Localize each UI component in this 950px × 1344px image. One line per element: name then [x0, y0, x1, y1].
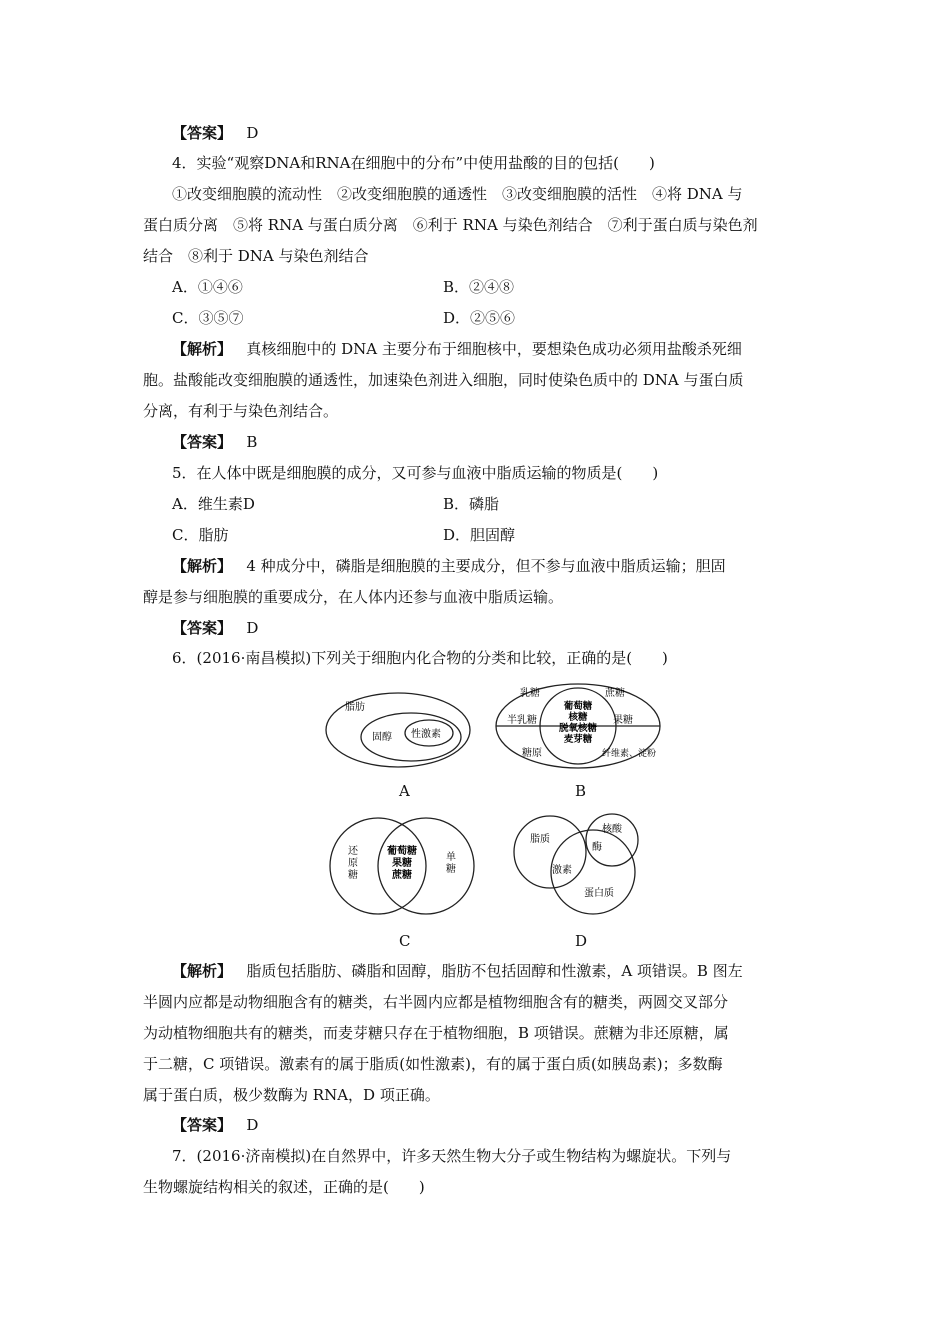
question-4-items-line2: 蛋白质分离 ⑤将 RNA 与蛋白质分离 ⑥利于 RNA 与染色剂结合 ⑦利于蛋白质与染色剂 [143, 216, 758, 234]
label-glycogen: 糖原 [522, 748, 542, 759]
explanation-line: 属于蛋白质，极少数酶为 RNA，D 项正确。 [143, 1086, 440, 1104]
label-lipid: 脂质 [530, 834, 550, 845]
label-maltose: 麦芽糖 [563, 734, 593, 745]
label-glucose: 葡萄糖 [387, 846, 417, 857]
label-sterol: 固醇 [372, 732, 392, 743]
question-4-options-row1 [172, 276, 515, 298]
answer-label: 【答案】 [172, 619, 233, 637]
answer-line [172, 122, 258, 144]
question-4-items-line3: 结合 ⑧利于 DNA 与染色剂结合 [143, 247, 369, 265]
explanation-line: 分离，有利于与染色剂结合。 [143, 402, 339, 420]
question-4-options-row2 [172, 307, 516, 329]
label-sucrose: 蔗糖 [605, 688, 625, 699]
label-nucleic-acid: 核酸 [602, 824, 622, 835]
figure-d-venn [508, 810, 656, 920]
explanation-line [172, 338, 742, 360]
answer-value: D [246, 619, 259, 637]
option-d: D．②⑤⑥ [443, 309, 516, 327]
figure-c-caption: C [399, 932, 411, 950]
explanation-line: 于二糖，C 项错误。激素有的属于脂质(如性激素)，有的属于蛋白质(如胰岛素)；多数酶 [143, 1055, 723, 1073]
figure-d-caption: D [575, 932, 588, 950]
label-fat: 脂肪 [345, 702, 365, 713]
explanation-line: 醇是参与细胞膜的重要成分，在人体内还参与血液中脂质运输。 [143, 588, 564, 606]
explanation-text: 4 种成分中，磷脂是细胞膜的主要成分，但不参与血液中脂质运输；胆固 [246, 557, 726, 575]
option-c: C．脂肪 [172, 526, 229, 544]
answer-line [172, 1114, 258, 1136]
explanation-line [172, 960, 743, 982]
question-4-stem: 4．实验“观察DNA和RNA在细胞中的分布”中使用盐酸的目的包括( ) [172, 154, 655, 172]
question-7-stem-line1: 7．(2016·济南模拟)在自然界中，许多天然生物大分子或生物结构为螺旋状。下列与 [172, 1147, 732, 1165]
label-sucrose: 蔗糖 [392, 870, 412, 881]
answer-label: 【答案】 [172, 1116, 233, 1134]
question-5-options-row2 [172, 524, 516, 546]
answer-value: D [246, 124, 259, 142]
label-ribose: 核糖 [568, 712, 588, 723]
explanation-line [172, 555, 726, 577]
label-galactose: 半乳糖 [507, 715, 537, 726]
label-fructose: 果糖 [392, 858, 412, 869]
explanation-text: 脂质包括脂肪、磷脂和固醇，脂肪不包括固醇和性激素，A 项错误。B 图左 [246, 962, 743, 980]
label-hormone: 激素 [552, 865, 572, 876]
option-a: A．①④⑥ [172, 278, 243, 296]
label-mono-2: 糖 [446, 864, 456, 875]
explanation-line: 胞。盐酸能改变细胞膜的通透性，加速染色剂进入细胞，同时使染色质中的 DNA 与蛋白质 [143, 371, 744, 389]
label-glucose: 葡萄糖 [563, 701, 593, 712]
explanation-label: 【解析】 [172, 962, 233, 980]
question-5-options-row1 [172, 493, 500, 515]
question-5-stem: 5．在人体中既是细胞膜的成分，又可参与血液中脂质运输的物质是( ) [172, 464, 659, 482]
answer-value: D [246, 1116, 259, 1134]
option-a: A．维生素D [172, 495, 255, 513]
label-reducing-3: 糖 [348, 870, 358, 881]
label-lactose: 乳糖 [520, 688, 540, 699]
answer-line [172, 617, 258, 639]
label-enzyme: 酶 [592, 842, 602, 853]
label-deoxyribose: 脱氧核糖 [558, 723, 598, 734]
label-reducing-1: 还 [348, 846, 358, 857]
label-cellulose-starch: 纤维素、淀粉 [602, 749, 657, 759]
option-c: C．③⑤⑦ [172, 309, 244, 327]
answer-label: 【答案】 [172, 124, 233, 142]
figure-b-sugar-venn [492, 679, 664, 773]
question-7-stem-line2: 生物螺旋结构相关的叙述，正确的是( ) [143, 1178, 425, 1196]
figure-a-caption: A [399, 782, 410, 800]
label-fructose: 果糖 [613, 715, 633, 726]
answer-label: 【答案】 [172, 433, 233, 451]
figure-b-caption: B [575, 782, 587, 800]
explanation-text: 真核细胞中的 DNA 主要分布于细胞核中，要想染色成功必须用盐酸杀死细 [246, 340, 742, 358]
explanation-line: 半圆内应都是动物细胞含有的糖类，右半圆内应都是植物细胞含有的糖类，两圆交叉部分 [143, 993, 729, 1011]
explanation-label: 【解析】 [172, 340, 233, 358]
option-d: D．胆固醇 [443, 526, 516, 544]
label-reducing-2: 原 [348, 858, 358, 869]
answer-line [172, 431, 257, 453]
question-4-items-line1: ①改变细胞膜的流动性 ②改变细胞膜的通透性 ③改变细胞膜的活性 ④将 DNA 与 [172, 185, 743, 203]
label-sex-hormone: 性激素 [411, 729, 441, 740]
option-b: B．②④⑧ [443, 278, 515, 296]
figure-a-nested-ellipses [323, 690, 473, 770]
option-b: B．磷脂 [443, 495, 500, 513]
question-6-stem: 6．(2016·南昌模拟)下列关于细胞内化合物的分类和比较，正确的是( ) [172, 649, 668, 667]
explanation-label: 【解析】 [172, 557, 233, 575]
label-protein: 蛋白质 [584, 888, 614, 899]
label-mono-1: 单 [446, 852, 456, 863]
explanation-line: 为动植物细胞共有的糖类，而麦芽糖只存在于植物细胞，B 项错误。蔗糖为非还原糖，属 [143, 1024, 729, 1042]
figure-c-venn [326, 814, 478, 918]
answer-value: B [246, 433, 258, 451]
